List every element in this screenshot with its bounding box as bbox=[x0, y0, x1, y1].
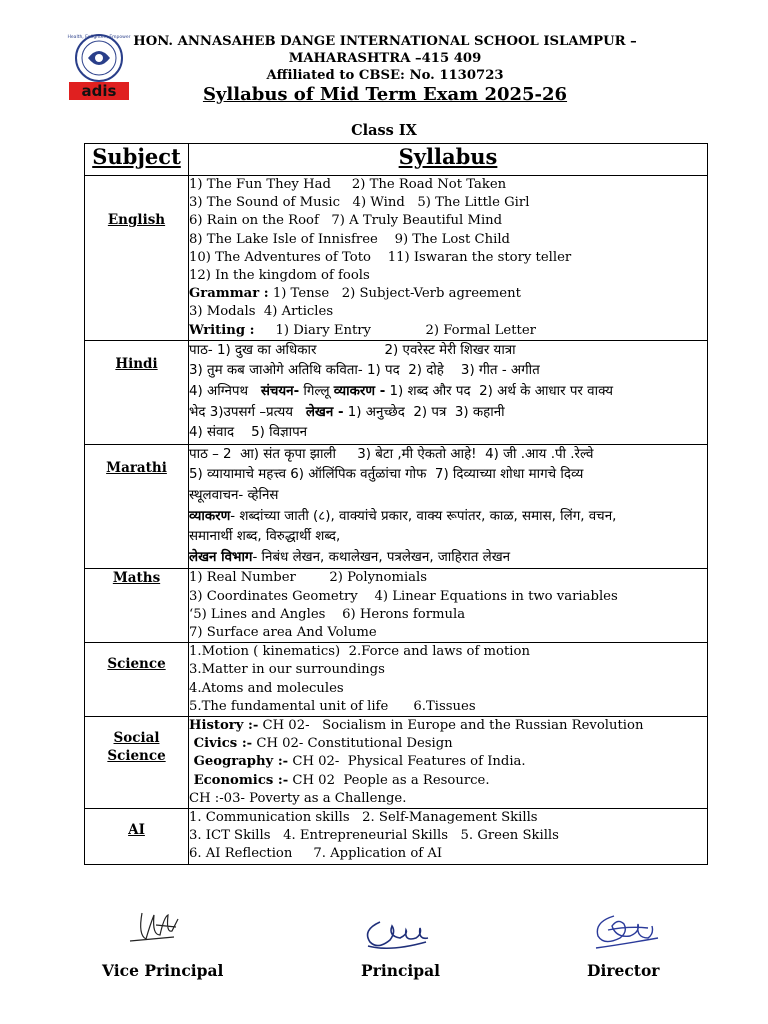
syllabus-text: 4.Atoms and molecules bbox=[189, 680, 344, 696]
syllabus-text: CH :-03- Poverty as a Challenge. bbox=[189, 790, 407, 806]
syllabus-text: - शब्दांच्या जाती (८), वाक्यांचे प्रकार, वाक्य रूपांतर, काळ, समास, लिंग, वचन, bbox=[230, 508, 617, 524]
syllabus-text: CH 02- Socialism in Europe and the Russian Revolution bbox=[258, 717, 644, 733]
section-label: History :- bbox=[189, 717, 259, 733]
syllabus-text: स्थूलवाचन- व्हेनिस bbox=[189, 487, 279, 503]
subject-name: Marathi bbox=[106, 459, 167, 476]
syllabus-text: 1) Real Number 2) Polynomials bbox=[189, 570, 428, 586]
syllabus-line bbox=[189, 717, 707, 735]
syllabus-cell bbox=[189, 643, 708, 717]
syllabus-line bbox=[189, 809, 707, 827]
syllabus-text: 1) The Fun They Had 2) The Road Not Taken bbox=[189, 177, 507, 192]
svg-text:Health, Enlighten, Empower: Health, Enlighten, Empower bbox=[67, 35, 131, 40]
subject-cell bbox=[85, 176, 189, 341]
svg-text:adis: adis bbox=[81, 82, 117, 100]
subject-name: Science bbox=[107, 656, 166, 673]
syllabus-line bbox=[189, 267, 707, 285]
syllabus-text: CH 02- Physical Features of India. bbox=[288, 754, 526, 770]
section-label: Economics :- bbox=[189, 772, 289, 788]
subject-name: Maths bbox=[112, 570, 161, 587]
syllabus-rows bbox=[85, 176, 708, 865]
syllabus-line bbox=[189, 643, 707, 661]
section-label: Civics :- bbox=[189, 736, 253, 752]
syllabus-text: 1.Motion ( kinematics) 2.Force and laws of motion bbox=[189, 644, 530, 660]
syllabus-text: 5) व्यायामाचे महत्त्व 6) ऑलिंपिक वर्तुळांचा गोफ 7) दिव्याच्या शोधा मागचे दिव्य bbox=[189, 467, 584, 483]
syllabus-text: 1) Diary Entry 2) Formal Letter bbox=[254, 322, 536, 338]
syllabus-text: 5.The fundamental unit of life 6.Tissues bbox=[189, 698, 476, 714]
subject-name: Science bbox=[107, 747, 166, 764]
table-row bbox=[85, 643, 708, 717]
table-header-row bbox=[85, 144, 708, 176]
school-name-line2: MAHARASHTRA –415 409 bbox=[288, 51, 482, 66]
syllabus-line bbox=[189, 680, 707, 698]
table-row bbox=[85, 809, 708, 865]
director-signature bbox=[588, 908, 664, 954]
syllabus-text: 3) The Sound of Music 4) Wind 5) The Little Girl bbox=[189, 195, 530, 211]
syllabus-line bbox=[189, 382, 707, 403]
syllabus-line bbox=[189, 465, 707, 486]
subject-name: Social bbox=[113, 729, 160, 746]
subject-cell bbox=[85, 809, 189, 865]
syllabus-line bbox=[189, 322, 707, 340]
page-title: Syllabus of Mid Term Exam 2025-26 bbox=[202, 84, 568, 105]
syllabus-line bbox=[189, 507, 707, 528]
subject-name: AI bbox=[128, 822, 145, 838]
subject-column-header: Subject bbox=[85, 144, 189, 176]
syllabus-text: 3) Modals 4) Articles bbox=[189, 304, 334, 320]
syllabus-line bbox=[189, 176, 707, 194]
syllabus-line bbox=[189, 445, 707, 466]
syllabus-line bbox=[189, 772, 707, 790]
syllabus-line bbox=[189, 606, 707, 624]
syllabus-cell bbox=[189, 340, 708, 444]
syllabus-line bbox=[189, 403, 707, 424]
syllabus-text: गिल्लू bbox=[299, 384, 334, 400]
syllabus-line bbox=[189, 285, 707, 303]
syllabus-cell bbox=[189, 569, 708, 643]
syllabus-line bbox=[189, 735, 707, 753]
syllabus-text: 3) Coordinates Geometry 4) Linear Equations in two variables bbox=[189, 588, 618, 604]
syllabus-line bbox=[189, 624, 707, 642]
syllabus-line bbox=[189, 790, 707, 808]
syllabus-line bbox=[189, 527, 707, 548]
subject-cell bbox=[85, 643, 189, 717]
syllabus-text: 1. Communication skills 2. Self-Management Skills bbox=[189, 810, 538, 825]
section-label: Writing : bbox=[189, 322, 255, 338]
syllabus-line bbox=[189, 486, 707, 507]
subject-cell bbox=[85, 716, 189, 808]
syllabus-text: 1) अनुच्छेद 2) पत्र 3) कहानी bbox=[343, 404, 505, 420]
table-row bbox=[85, 569, 708, 643]
syllabus-text: 1) Tense 2) Subject-Verb agreement bbox=[268, 286, 521, 302]
section-label: लेखन - bbox=[305, 404, 344, 420]
school-name-line1: HON. ANNASAHEB DANGE INTERNATIONAL SCHOOL ISLAMPUR – bbox=[133, 34, 637, 49]
syllabus-column-header: Syllabus bbox=[189, 144, 708, 176]
syllabus-text: 7) Surface area And Volume bbox=[189, 624, 377, 640]
table-row bbox=[85, 444, 708, 569]
syllabus-line bbox=[189, 845, 707, 863]
syllabus-line bbox=[189, 753, 707, 771]
school-logo bbox=[66, 30, 132, 102]
syllabus-line bbox=[189, 249, 707, 267]
table-row bbox=[85, 716, 708, 808]
syllabus-text: पाठ- 1) दुख का अधिकार 2) एवरेस्ट मेरी शिखर यात्रा bbox=[189, 342, 516, 358]
director-label: Director bbox=[587, 961, 660, 980]
syllabus-text: 10) The Adventures of Toto 11) Iswaran the story teller bbox=[189, 249, 572, 265]
header bbox=[0, 0, 768, 130]
section-label: व्याकरण bbox=[189, 508, 231, 524]
syllabus-text: 12) In the kingdom of fools bbox=[189, 268, 370, 284]
vice-principal-label: Vice Principal bbox=[102, 961, 224, 980]
syllabus-line bbox=[189, 341, 707, 362]
syllabus-line bbox=[189, 194, 707, 212]
syllabus-text: ‘5) Lines and Angles 6) Herons formula bbox=[189, 606, 466, 622]
section-label: संचयन- bbox=[260, 384, 300, 400]
syllabus-line bbox=[189, 423, 707, 444]
section-label: Grammar : bbox=[189, 286, 269, 302]
subject-name: English bbox=[107, 212, 166, 228]
syllabus-text: समानार्थी शब्द, विरुद्धार्थी शब्द, bbox=[189, 529, 341, 545]
syllabus-text: 6) Rain on the Roof 7) A Truly Beautiful Mind bbox=[189, 213, 503, 229]
syllabus-line bbox=[189, 303, 707, 321]
syllabus-line bbox=[189, 588, 707, 606]
table-row bbox=[85, 176, 708, 341]
table-row bbox=[85, 340, 708, 444]
section-label: Geography :- bbox=[189, 754, 289, 770]
syllabus-line bbox=[189, 548, 707, 569]
syllabus-cell bbox=[189, 809, 708, 865]
syllabus-text: CH 02 People as a Resource. bbox=[288, 772, 490, 788]
subject-cell bbox=[85, 444, 189, 569]
syllabus-text: 4) अग्निपथ bbox=[189, 384, 261, 400]
syllabus-text: 3.Matter in our surroundings bbox=[189, 662, 385, 678]
syllabus-text: भेद 3)उपसर्ग –प्रत्यय bbox=[189, 404, 306, 420]
affiliation: Affiliated to CBSE: No. 1130723 bbox=[266, 68, 504, 83]
syllabus-cell bbox=[189, 176, 708, 341]
class-label: Class IX bbox=[351, 122, 417, 139]
section-label: लेखन विभाग bbox=[189, 549, 253, 565]
syllabus-text: 4) संवाद 5) विज्ञापन bbox=[189, 425, 308, 441]
syllabus-text: 1) शब्द और पद 2) अर्थ के आधार पर वाक्य bbox=[385, 384, 614, 400]
syllabus-cell bbox=[189, 716, 708, 808]
section-label: व्याकरण - bbox=[333, 384, 386, 400]
syllabus-line bbox=[189, 698, 707, 716]
syllabus-text: 3) तुम कब जाओगे अतिथि कविता- 1) पद 2) दोहे 3) गीत - अगीत bbox=[189, 363, 540, 379]
subject-name: Hindi bbox=[115, 355, 158, 372]
vice-principal-signature bbox=[126, 905, 188, 947]
principal-label: Principal bbox=[361, 961, 441, 980]
subject-cell bbox=[85, 340, 189, 444]
syllabus-line bbox=[189, 231, 707, 249]
syllabus-text: 3. ICT Skills 4. Entrepreneurial Skills 5. Green Skills bbox=[189, 828, 559, 844]
syllabus-text: CH 02- Constitutional Design bbox=[252, 736, 453, 752]
syllabus-cell bbox=[189, 444, 708, 569]
syllabus-text: 8) The Lake Isle of Innisfree 9) The Lost Child bbox=[189, 231, 510, 247]
syllabus-text: पाठ – 2 आ) संत कृपा झाली 3) बेटा ,मी ऐकतो आहे! 4) जी .आय .पी .रेल्वे bbox=[189, 446, 594, 462]
syllabus-text: 6. AI Reflection 7. Application of AI bbox=[189, 846, 443, 862]
syllabus-line bbox=[189, 661, 707, 679]
syllabus-line bbox=[189, 827, 707, 845]
subject-cell bbox=[85, 569, 189, 643]
syllabus-line bbox=[189, 569, 707, 587]
syllabus-line bbox=[189, 361, 707, 382]
principal-signature bbox=[360, 912, 438, 954]
syllabus-table bbox=[84, 143, 708, 865]
syllabus-line bbox=[189, 212, 707, 230]
syllabus-text: - निबंध लेखन, कथालेखन, पत्रलेखन, जाहिरात लेखन bbox=[252, 549, 511, 565]
